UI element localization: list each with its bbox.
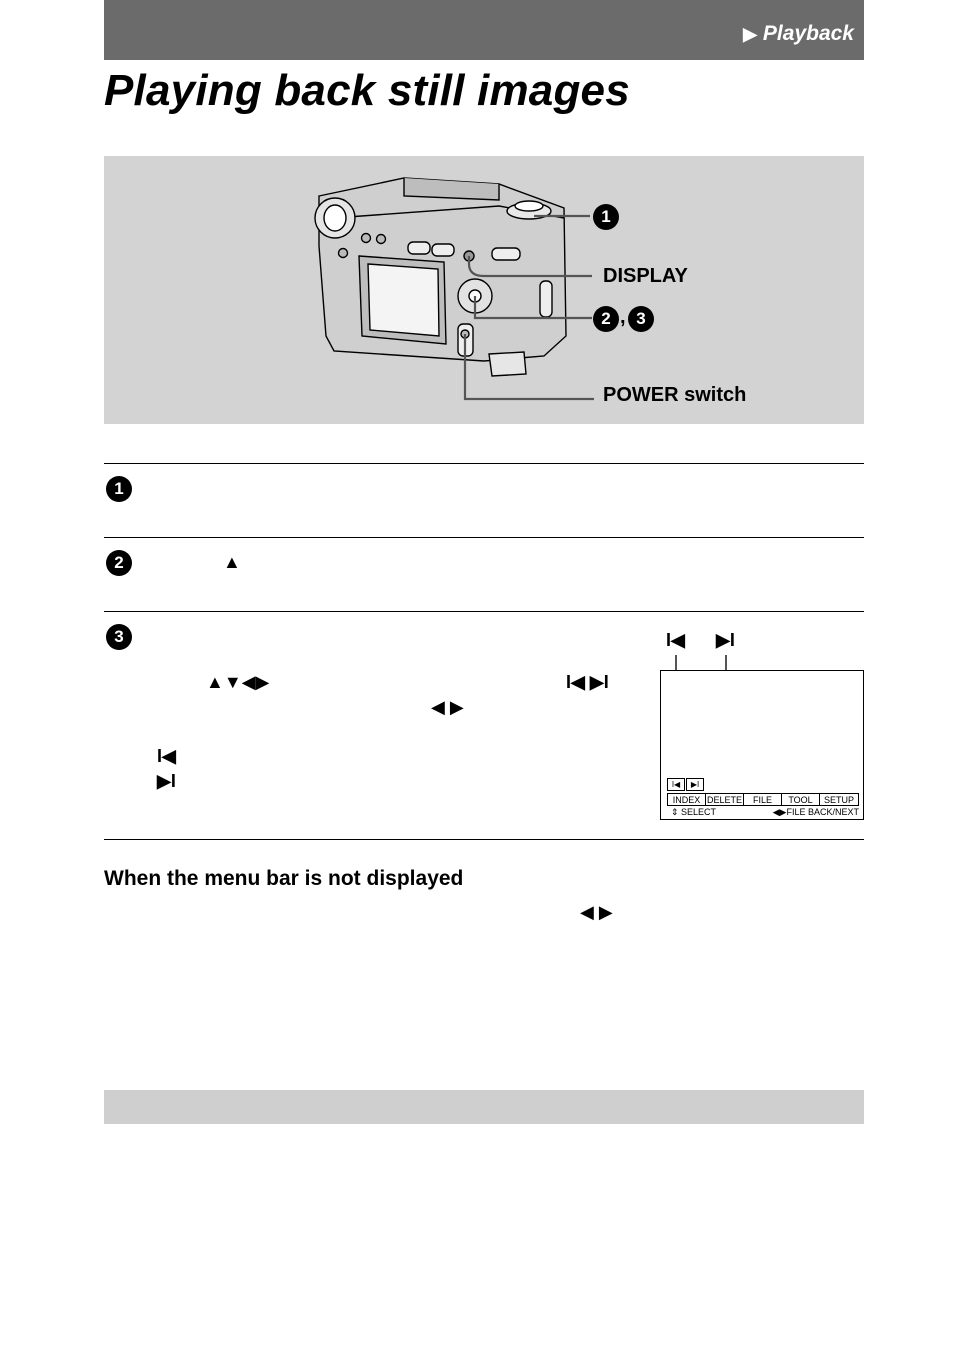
previous-file-icon: I◀: [666, 630, 685, 650]
menu-bar-note-heading: When the menu bar is not displayed: [104, 867, 464, 890]
callout-step-3: 3: [628, 306, 654, 332]
control-arrows-icon: ▲▼◀▶: [206, 672, 270, 692]
lcd-menu-file: FILE: [743, 793, 782, 806]
lcd-menu-delete: DELETE: [706, 795, 742, 805]
step-divider: [104, 537, 864, 538]
section-header-bar: [104, 0, 864, 60]
camera-figure-panel: [104, 156, 864, 424]
callout-step-1: 1: [593, 204, 619, 230]
callout-step-2: 2: [593, 306, 619, 332]
lcd-menu-index: INDEX: [667, 793, 706, 806]
bottom-shaded-bar: [104, 1090, 864, 1124]
next-file-icon: ▶I: [157, 771, 176, 791]
skip-buttons-icon: I◀ ▶I: [566, 672, 609, 692]
lcd-next-button: ▶I: [686, 778, 704, 791]
step-number-2: 2: [106, 550, 132, 576]
lcd-hint-select: ⇕ SELECT: [671, 807, 717, 817]
previous-file-icon: I◀: [157, 746, 176, 766]
step-divider: [104, 839, 864, 840]
left-right-arrows-icon: ◀ ▶: [580, 902, 613, 922]
page-title: Playing back still images: [104, 66, 630, 115]
callout-display: DISPLAY: [603, 265, 688, 287]
lcd-screen: [660, 670, 864, 820]
up-arrow-icon: ▲: [223, 552, 241, 572]
camera-illustration: [104, 156, 864, 424]
step-divider: [104, 611, 864, 612]
step-number-3: 3: [106, 624, 132, 650]
lcd-menu-setup: SETUP: [819, 793, 859, 806]
callout-comma: ,: [620, 306, 626, 328]
lcd-hint-file-back-next: ◀▶FILE BACK/NEXT: [772, 807, 859, 817]
next-file-icon: ▶I: [716, 630, 735, 650]
step-number-1: 1: [106, 476, 132, 502]
section-name: Playback: [762, 22, 854, 45]
callout-power-switch: POWER switch: [603, 384, 747, 406]
lcd-prev-button: I◀: [667, 778, 685, 791]
play-arrow-icon: ▶: [743, 23, 757, 44]
step-divider: [104, 463, 864, 464]
left-right-arrows-icon: ◀ ▶: [431, 697, 464, 717]
section-label: [743, 22, 854, 46]
lcd-menu-tool: TOOL: [781, 793, 820, 806]
